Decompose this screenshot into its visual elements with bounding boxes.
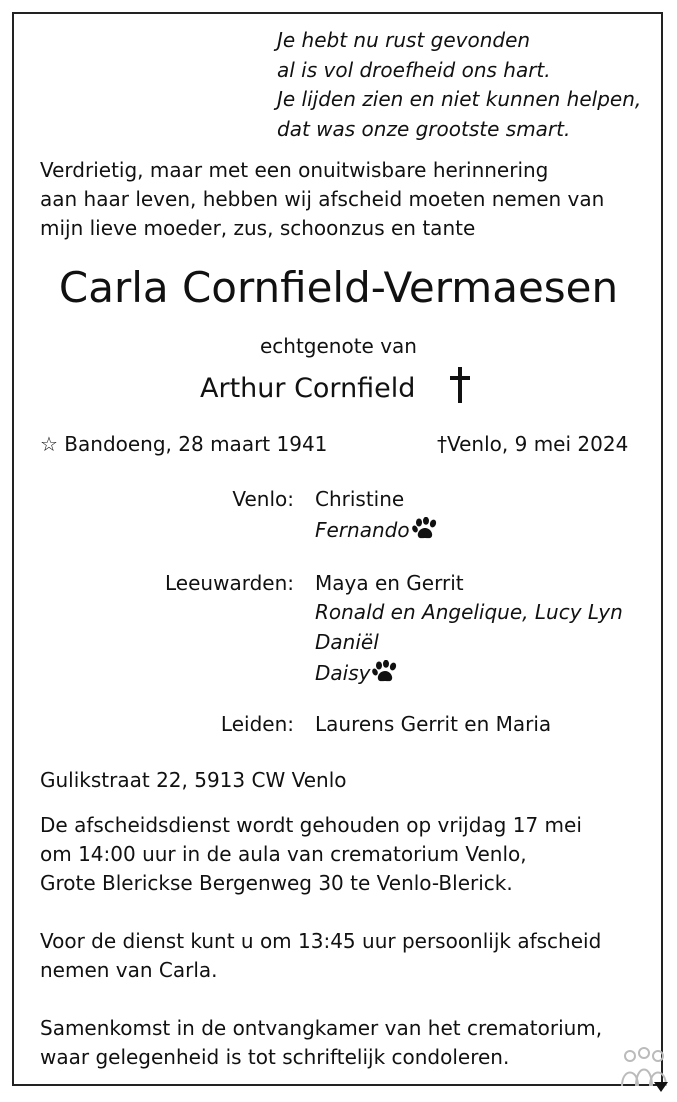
death-info <box>437 430 628 459</box>
paw-print-icon <box>372 660 398 684</box>
intro-text <box>40 156 604 243</box>
service-line: om 14:00 uur in de aula van crematorium Venlo, <box>40 842 527 866</box>
star-icon: ☆ <box>40 432 58 456</box>
family-name-pet <box>315 659 398 688</box>
spouse-name: Arthur Cornfield <box>200 373 416 404</box>
intro-line: aan haar leven, hebben wij afscheid moeten nemen van <box>40 187 605 211</box>
birth-place-date: Bandoeng, 28 maart 1941 <box>64 432 328 456</box>
paw-print-icon <box>412 517 438 541</box>
family-name: Daniël <box>315 630 379 654</box>
dagger-icon: † <box>437 432 447 456</box>
visit-info <box>40 927 601 985</box>
cross-icon <box>448 366 472 404</box>
family-place: Venlo: <box>232 487 294 511</box>
family-name: Ronald en Angelique, Lucy Lyn <box>315 600 623 624</box>
poem <box>277 26 641 144</box>
family-name-pet <box>315 516 438 545</box>
poem-line: Je lijden zien en niet kunnen helpen, <box>277 87 642 111</box>
poem-line: dat was onze grootste smart. <box>277 116 571 141</box>
intro-line: mijn lieve moeder, zus, schoonzus en tante <box>40 216 476 240</box>
family-name: Laurens Gerrit en Maria <box>315 712 552 736</box>
family-name: Maya en Gerrit <box>315 571 464 595</box>
deceased-name: Carla Cornfield-Vermaesen <box>58 263 619 312</box>
intro-line: Verdrietig, maar met een onuitwisbare herinnering <box>40 158 549 182</box>
service-info <box>40 811 582 898</box>
gathering-info <box>40 1014 602 1072</box>
poem-line: al is vol droefheid ons hart. <box>277 57 551 82</box>
people-logo-icon[interactable] <box>618 1046 670 1094</box>
gathering-line: Samenkomst in de ontvangkamer van het crematorium, <box>40 1016 603 1040</box>
family-place: Leeuwarden: <box>165 571 294 595</box>
service-line: De afscheidsdienst wordt gehouden op vrijdag 17 mei <box>40 813 582 837</box>
death-place-date: Venlo, 9 mei 2024 <box>447 432 629 456</box>
service-line: Grote Blerickse Bergenweg 30 te Venlo-Blerick. <box>40 871 513 895</box>
poem-line: Je hebt nu rust gevonden <box>277 28 531 52</box>
family-place: Leiden: <box>220 712 294 736</box>
visit-line: Voor de dienst kunt u om 13:45 uur persoonlijk afscheid <box>40 929 602 953</box>
family-name: Christine <box>315 487 405 511</box>
spouse-label: echtgenote van <box>259 334 417 358</box>
visit-line: nemen van Carla. <box>40 958 218 982</box>
home-address: Gulikstraat 22, 5913 CW Venlo <box>40 768 347 792</box>
family-name: Fernando <box>315 518 410 542</box>
birth-info <box>40 430 327 459</box>
gathering-line: waar gelegenheid is tot schriftelijk condoleren. <box>40 1045 510 1069</box>
family-name: Daisy <box>315 661 371 685</box>
